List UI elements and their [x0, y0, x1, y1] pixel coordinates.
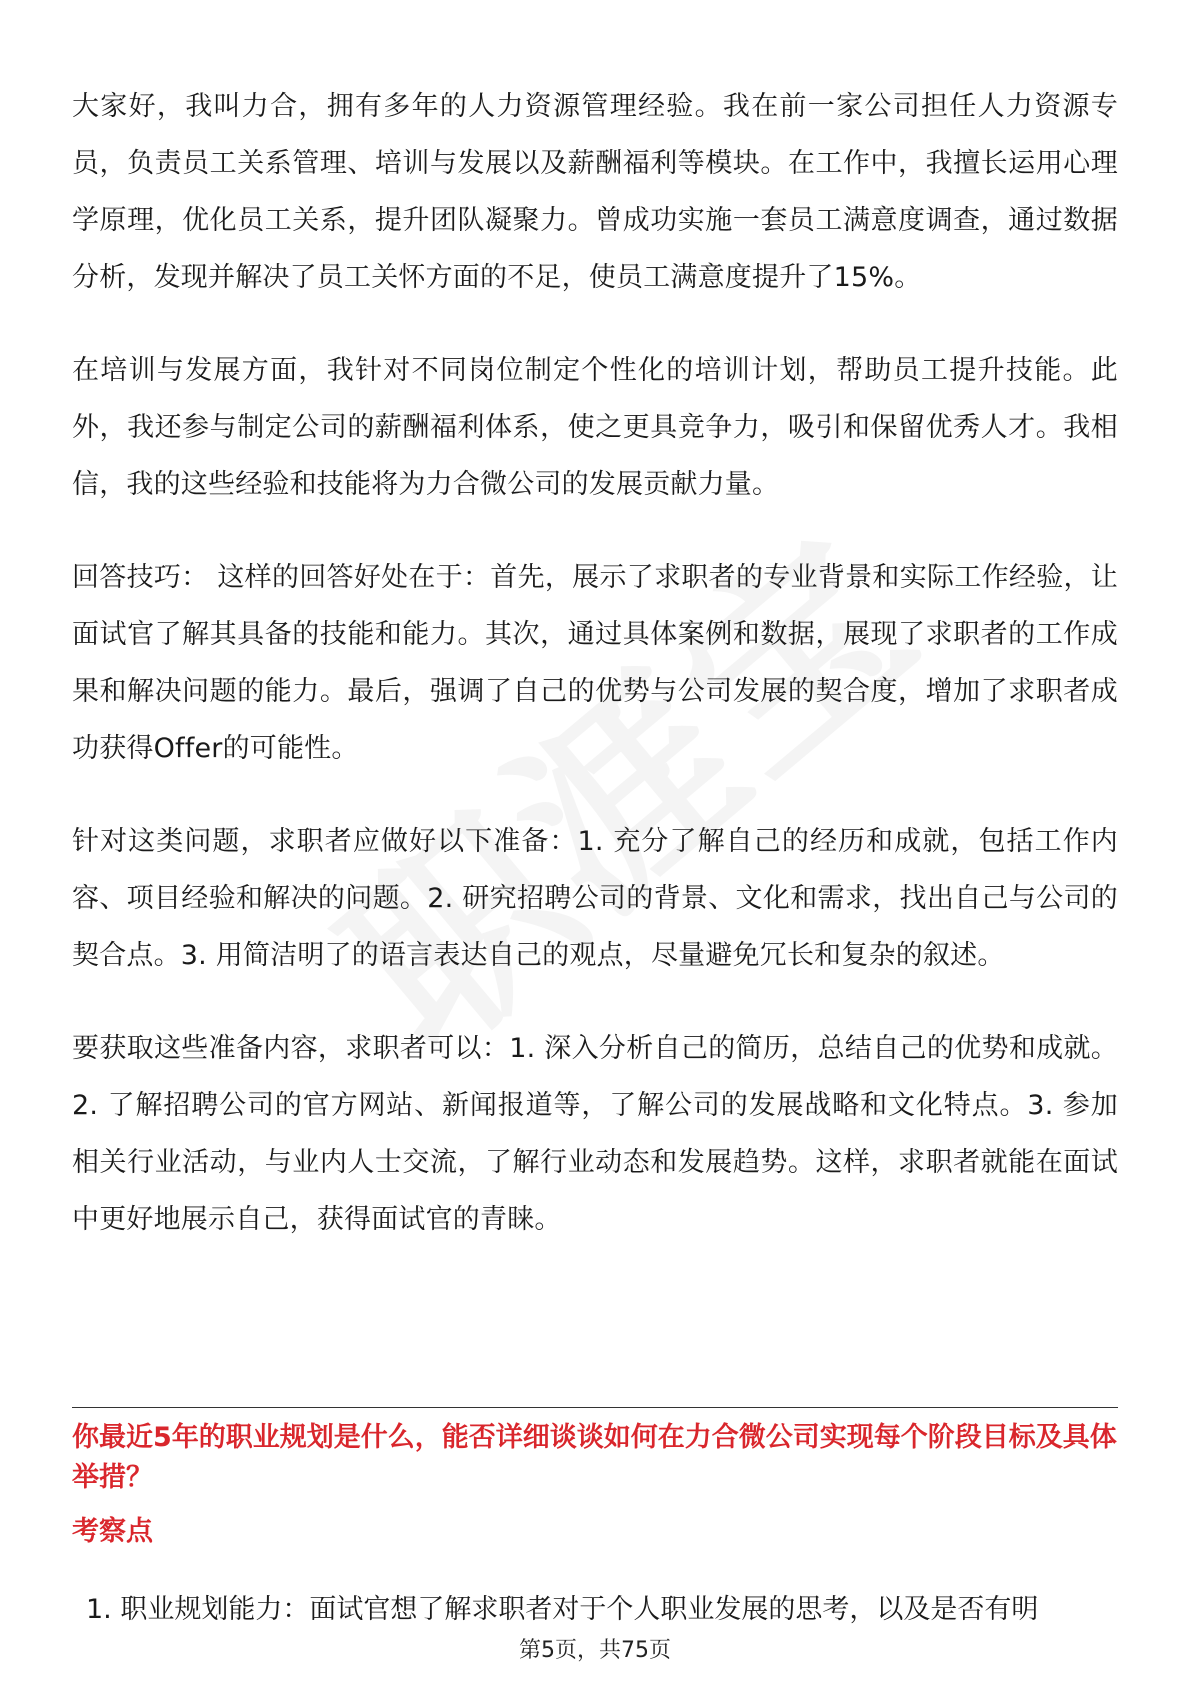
answer-tips-paragraph: 回答技巧： 这样的回答好处在于：首先，展示了求职者的专业背景和实际工作经验，让面试官了解其具备的技能和能力。其次，通过具体案例和数据，展现了求职者的工作成果和解决问题的能力。最后，强调了自己的优势与公司发展的契合度，增加了求职者成功获得Offer的可能性。 — [72, 562, 1118, 764]
answer-paragraph: 在培训与发展方面，我针对不同岗位制定个性化的培训计划，帮助员工提升技能。此外，我还参与制定公司的薪酬福利体系，使之更具竞争力，吸引和保留优秀人才。我相信，我的这些经验和技能将为力合微公司的发展贡献力量。 — [72, 355, 1118, 500]
assessment-points-heading: 考察点 — [72, 1516, 153, 1547]
question-heading: 你最近5年的职业规划是什么，能否详细谈谈如何在力合微公司实现每个阶段目标及具体举措？ — [72, 1422, 1117, 1493]
answer-body — [72, 78, 1118, 1284]
list-item: 1. 职业规划能力：面试官想了解求职者对于个人职业发展的思考，以及是否有明 — [86, 1594, 1039, 1625]
answer-paragraph: 大家好，我叫力合，拥有多年的人力资源管理经验。我在前一家公司担任人力资源专员，负责员工关系管理、培训与发展以及薪酬福利等模块。在工作中，我擅长运用心理学原理，优化员工关系，提升团队凝聚力。曾成功实施一套员工满意度调查，通过数据分析，发现并解决了员工关怀方面的不足，使员工满意度提升了15%。 — [72, 91, 1118, 293]
page-number: 第5页，共75页 — [519, 1638, 671, 1663]
preparation-paragraph: 针对这类问题，求职者应做好以下准备：1. 充分了解自己的经历和成就，包括工作内容、项目经验和解决的问题。2. 研究招聘公司的背景、文化和需求，找出自己与公司的契合点。3. 用简洁明了的语言表达自己的观点，尽量避免冗长和复杂的叙述。 — [72, 826, 1118, 971]
section-divider — [72, 1407, 1118, 1408]
preparation-sources-paragraph: 要获取这些准备内容，求职者可以：1. 深入分析自己的简历，总结自己的优势和成就。2. 了解招聘公司的官方网站、新闻报道等，了解公司的发展战略和文化特点。3. 参加相关行业活动，与业内人士交流，了解行业动态和发展趋势。这样，求职者就能在面试中更好地展示自己，获得面试官的青睐。 — [72, 1033, 1118, 1235]
